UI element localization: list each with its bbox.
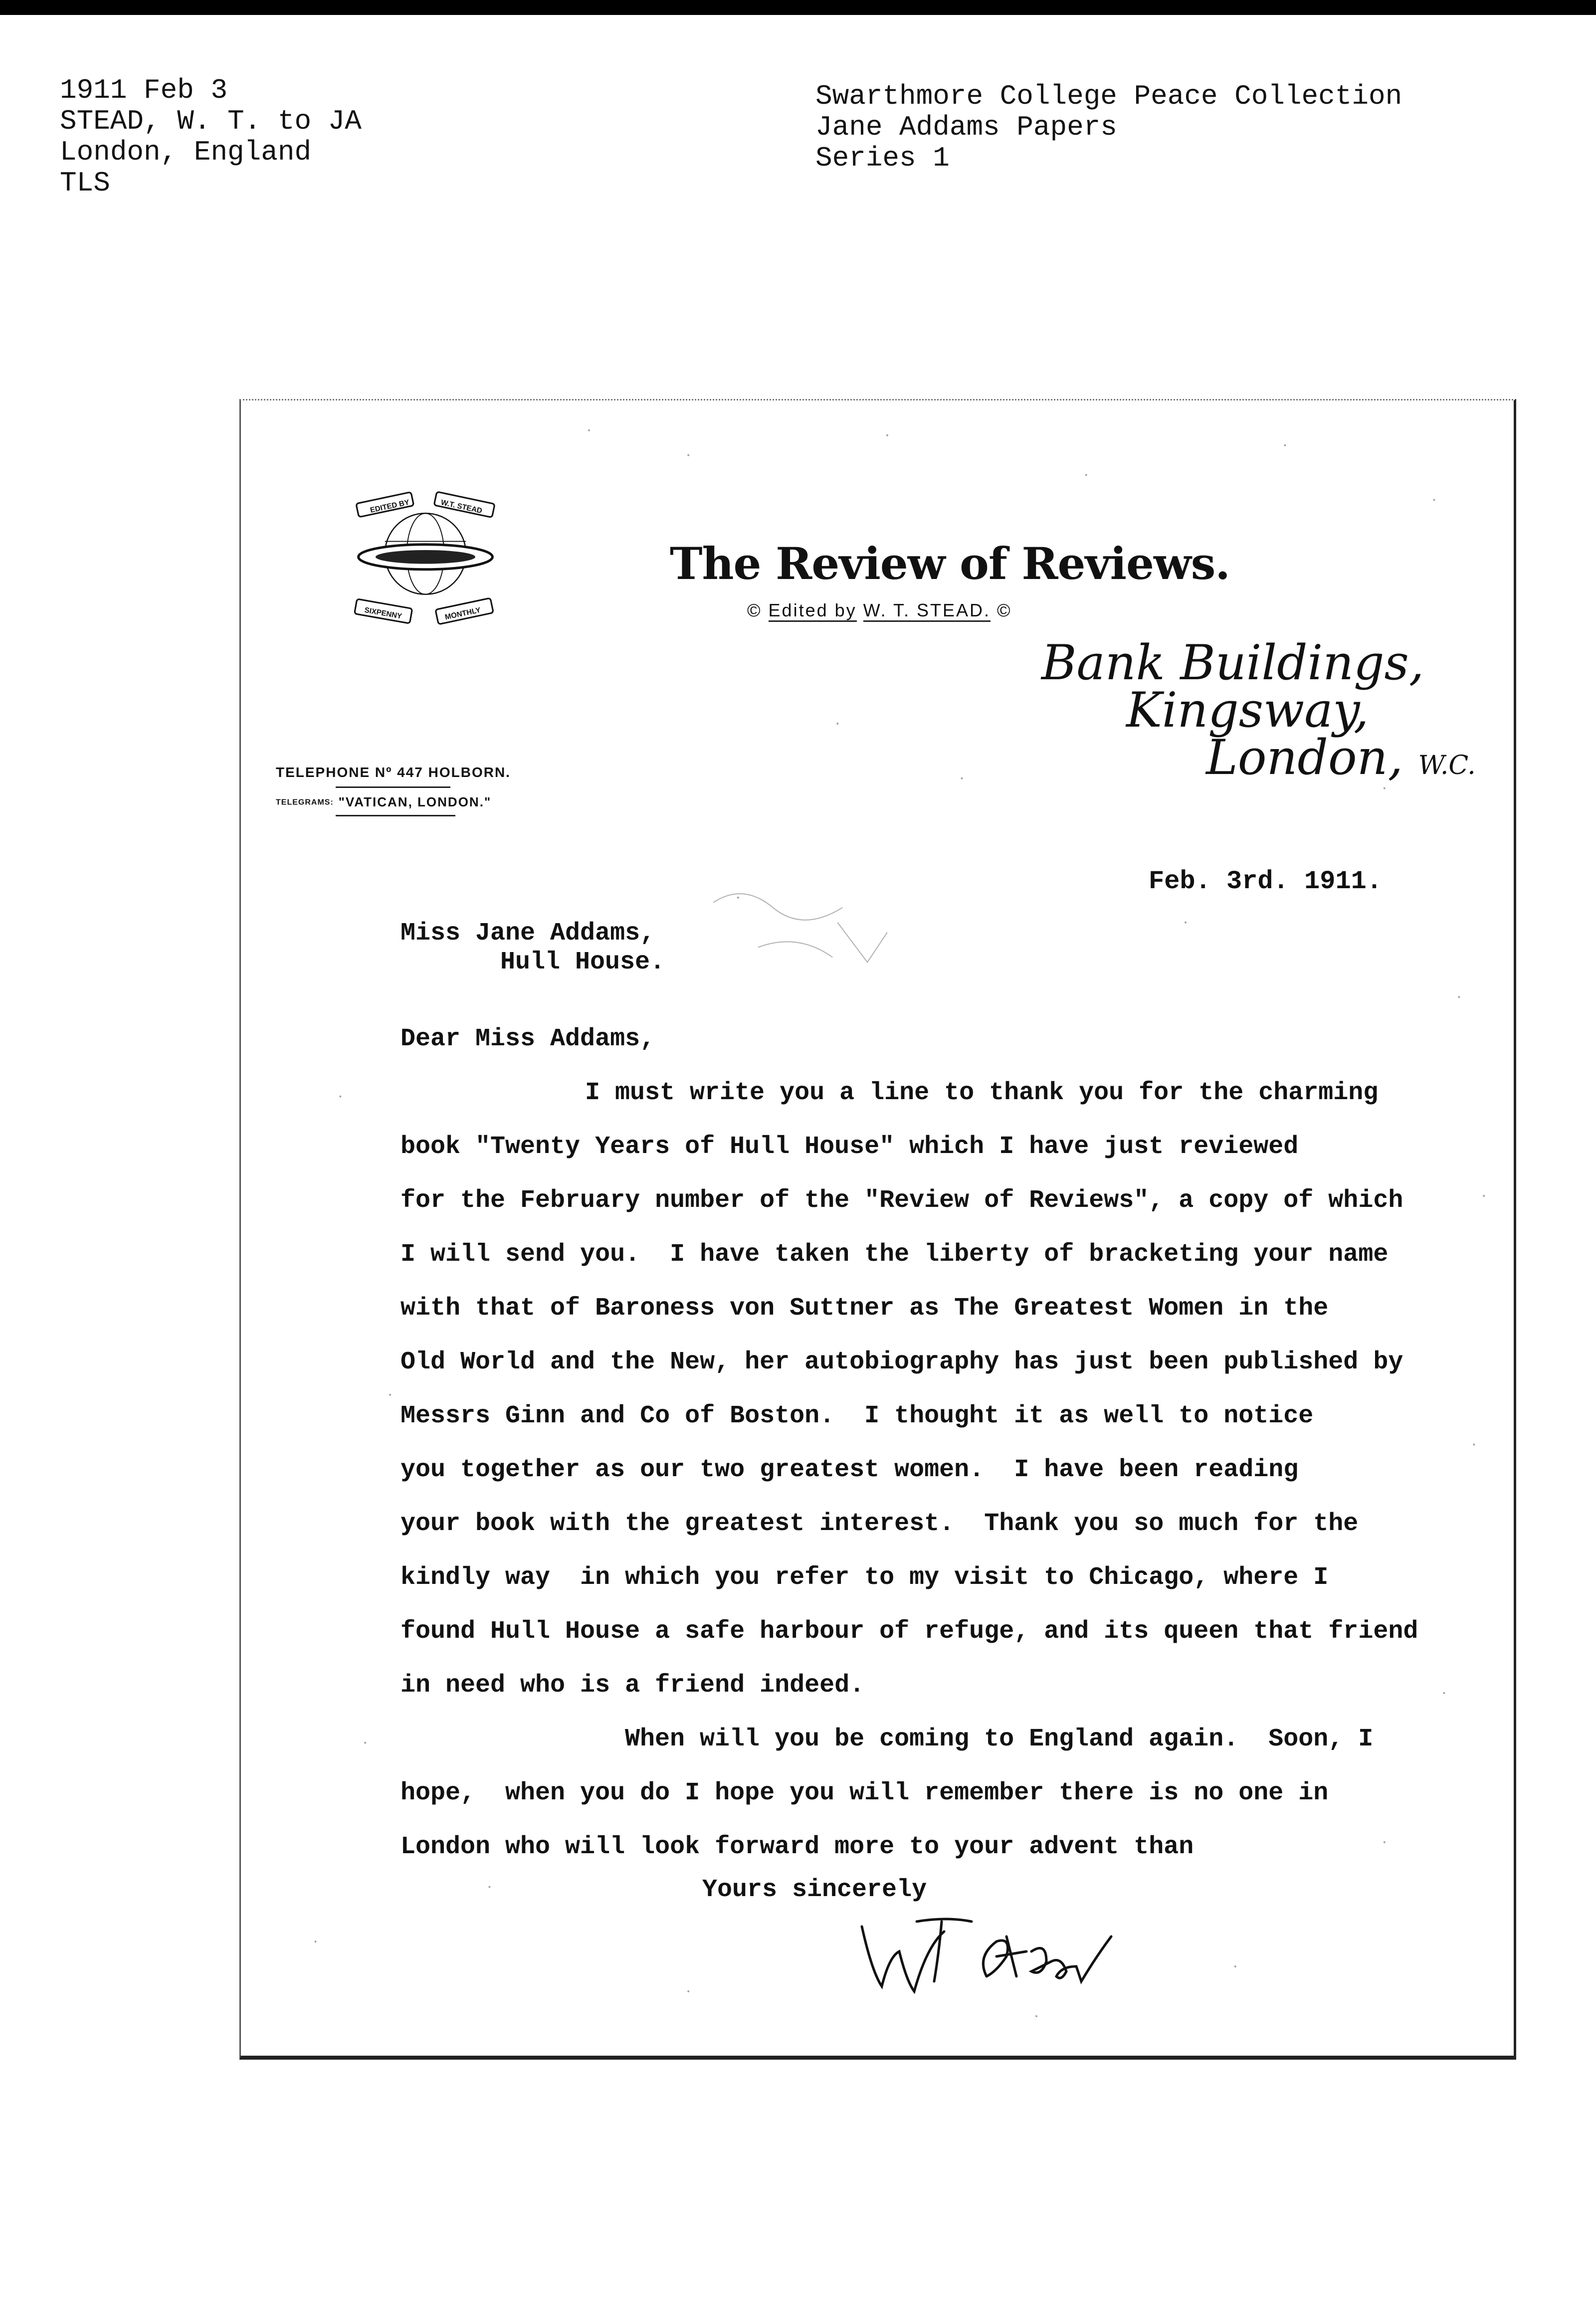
collection-name: Swarthmore College Peace Collection [815, 80, 1402, 112]
letter-date: Feb. 3rd. 1911. [1149, 867, 1383, 896]
address-line-1: Bank Buildings, [1041, 635, 1424, 691]
letter-line: with that of Baroness von Suttner as The Greatest Women in the [400, 1294, 1329, 1323]
contact-block [276, 765, 585, 816]
recipient-name: Miss Jane Addams, [400, 919, 655, 948]
collection-papers: Jane Addams Papers [815, 111, 1117, 143]
letter-line: your book with the greatest interest. Thank you so much for the [400, 1510, 1359, 1538]
telephone-line: TELEPHONE Nº 447 HOLBORN. [276, 765, 511, 780]
citation-date: 1911 Feb 3 [60, 74, 228, 106]
letter-line: you together as our two greatest women. I have been reading [400, 1456, 1299, 1484]
scan-top-edge [0, 0, 1596, 15]
letter-line: kindly way in which you refer to my visit to Chicago, where I [400, 1563, 1329, 1592]
globe-seal-logo [306, 485, 545, 635]
letter-line: London who will look forward more to your advent than [400, 1833, 1194, 1861]
masthead-title: The Review of Reviews. [670, 538, 1230, 589]
contact-divider-bottom [336, 815, 455, 816]
citation-correspondents: STEAD, W. T. to JA [60, 105, 362, 137]
address-city: London, [1206, 730, 1403, 785]
address-line-3 [1206, 730, 1476, 785]
edited-by-prefix: Edited by [769, 600, 857, 622]
seal-top-left-text: EDITED BY [369, 498, 410, 515]
letter-line: for the February number of the "Review of Reviews", a copy of which [400, 1186, 1403, 1215]
recipient-place: Hull House. [500, 948, 665, 976]
letter-sheet [239, 399, 1516, 2060]
address-line-2: Kingsway, [1126, 682, 1369, 738]
closing: Yours sincerely [702, 1876, 927, 1904]
letter-line: found Hull House a safe harbour of refuge, and its queen that friend [400, 1617, 1418, 1646]
letter-line: book "Twenty Years of Hull House" which I have just reviewed [400, 1133, 1299, 1161]
letter-line: Messrs Ginn and Co of Boston. I thought it as well to notice [400, 1402, 1314, 1430]
seal-bottom-left-text: SIXPENNY [364, 605, 403, 621]
address-district: W.C. [1418, 751, 1476, 780]
telegrams-value: "VATICAN, LONDON." [338, 794, 492, 809]
letter-line: Old World and the New, her autobiography has just been published by [400, 1348, 1403, 1376]
archive-citation [60, 75, 362, 198]
handwritten-signature [857, 1907, 1116, 1996]
seal-top-right-text: W.T. STEAD [440, 498, 483, 516]
seal-bottom-right-text: MONTHLY [444, 605, 482, 622]
contact-divider [336, 786, 450, 788]
letter-line: I must write you a line to thank you for the charming [585, 1079, 1379, 1107]
citation-place: London, England [60, 136, 312, 168]
letter-line: in need who is a friend indeed. [400, 1671, 865, 1700]
letter-line: I will send you. I have taken the liberty of bracketing your name [400, 1240, 1389, 1269]
collection-series: Series 1 [815, 142, 950, 174]
salutation: Dear Miss Addams, [400, 1025, 655, 1053]
letter-line: When will you be coming to England again. Soon, I [625, 1725, 1374, 1753]
citation-type: TLS [60, 167, 110, 199]
archive-collection [815, 81, 1402, 174]
letter-line: hope, when you do I hope you will remember there is no one in [400, 1779, 1329, 1807]
telegrams-label: TELEGRAMS: [276, 798, 334, 807]
edited-by-name: W. T. STEAD. [863, 600, 991, 622]
telegrams-line [276, 794, 585, 810]
edited-by-line: © Edited by W. T. STEAD. © [747, 600, 1012, 621]
